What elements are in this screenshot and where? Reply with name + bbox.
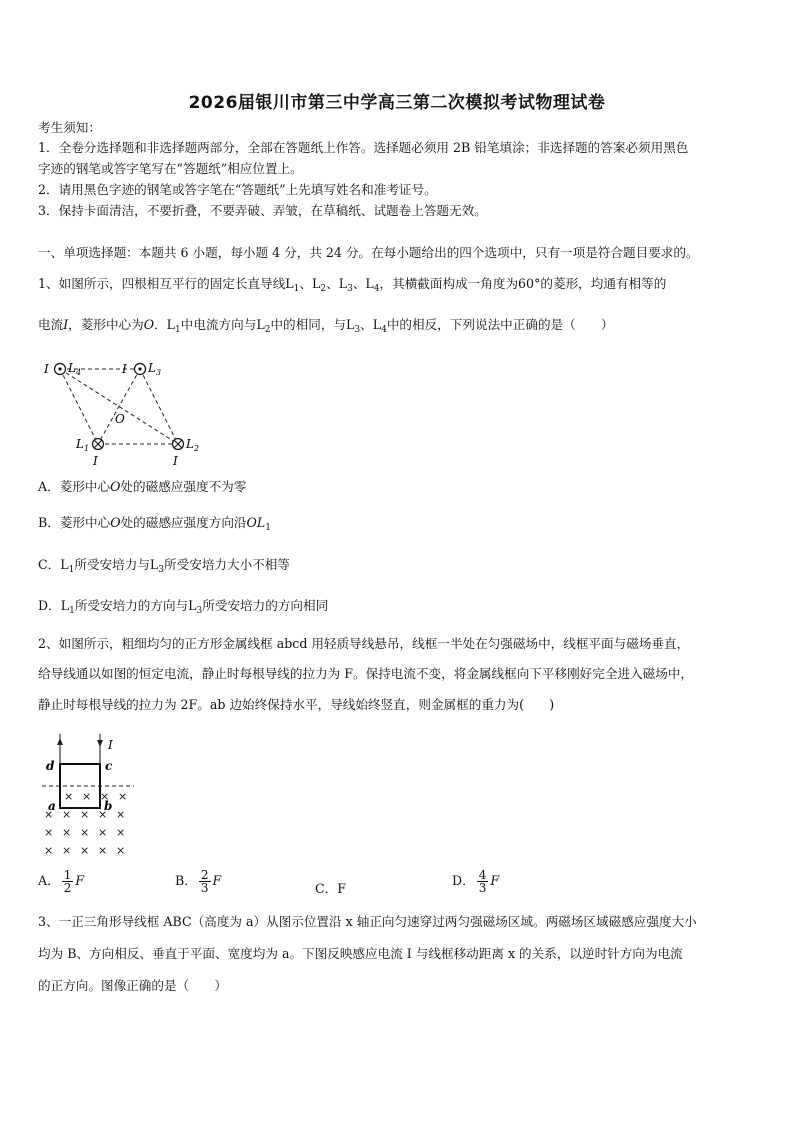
field-cross-icon: ×	[44, 844, 54, 857]
q2-option-d: D． $\frac{4}{3}$ F	[452, 868, 500, 895]
q1-stem-line1: 1、如图所示，四根相互平行的固定长直导线$L_1$、$L_2$、$L_3$、$L_4$，其横截面构成一角度为60°的菱形，均通有相等的	[38, 276, 667, 294]
label-b: b	[104, 799, 113, 813]
q2-stem-line2: 给导线通以如图的恒定电流，静止时每根导线的拉力为 F。保持电流不变，将金属线框向下平移刚好完全进入磁场中，	[38, 666, 694, 681]
notice-item: 2．请用黑色字迹的钢笔或答字笔在“答题纸”上先填写姓名和准考证号。	[38, 182, 437, 197]
label-i: I	[122, 362, 127, 376]
label-current-i: I	[108, 738, 113, 752]
q2-option-b: B． $\frac{2}{3}$ F	[175, 868, 222, 895]
q1-option-b: B．菱形中心O处的磁感应强度方向沿$OL_1$	[38, 515, 271, 533]
field-cross-icon: ×	[98, 826, 108, 839]
q2-wireframe-figure	[38, 730, 138, 862]
label-l2: $L_2$	[186, 437, 200, 453]
label-i: I	[93, 454, 98, 468]
field-cross-icon: ×	[98, 808, 108, 821]
label-d: d	[46, 759, 55, 773]
q1-option-a: A．菱形中心O处的磁感应强度不为零	[38, 479, 247, 494]
field-cross-icon: ×	[116, 808, 126, 821]
section-heading: 一、单项选择题：本题共 6 小题，每小题 4 分，共 24 分。在每小题给出的四个选项中，只有一项是符合题目要求的。	[38, 245, 699, 260]
field-cross-icon: ×	[80, 844, 90, 857]
field-cross-icon: ×	[80, 826, 90, 839]
q1-rhombus-figure	[38, 352, 208, 470]
label-i: I	[44, 362, 49, 376]
arrow-up-icon	[57, 738, 63, 745]
field-cross-icon: ×	[62, 826, 72, 839]
notice-item: 1．全卷分选择题和非选择题两部分，全部在答题纸上作答。选择题必须用 2B 铅笔填涂；非选择题的答案必须用黑色	[38, 140, 689, 155]
wire-l2-in-icon	[173, 439, 184, 450]
q3-stem-line1: 3、一正三角形导线框 ABC（高度为 a）从图示位置沿 x 轴正向匀速穿过两匀强磁场区域。两磁场区域磁感应强度大小	[38, 914, 697, 929]
field-cross-icon: ×	[80, 808, 90, 821]
field-cross-icon: ×	[118, 790, 128, 803]
q2-stem-line1: 2、如图所示，粗细均匀的正方形金属线框 abcd 用轻质导线悬吊，线框一半处在匀强磁场中，线框平面与磁场垂直，	[38, 636, 690, 651]
label-i: I	[173, 454, 178, 468]
q2-option-a: A． $\frac{1}{2}$ F	[38, 868, 85, 895]
label-center-o: O	[115, 412, 125, 426]
field-cross-icon: ×	[44, 826, 54, 839]
field-cross-icon: ×	[116, 844, 126, 857]
field-cross-icon: ×	[82, 790, 92, 803]
field-cross-icon: ×	[62, 808, 72, 821]
label-l4: $L_4$	[68, 361, 82, 377]
field-cross-icon: ×	[100, 790, 110, 803]
field-cross-icon: ×	[62, 844, 72, 857]
field-cross-icon: ×	[98, 844, 108, 857]
notice-item: 3．保持卡面清洁，不要折叠，不要弄破、弄皱，在草稿纸、试题卷上答题无效。	[38, 203, 487, 218]
notice-heading: 考生须知：	[38, 120, 101, 135]
label-l1: $L_1$	[76, 437, 90, 453]
label-a: a	[48, 799, 56, 813]
q3-stem-line2: 均为 B、方向相反、垂直于平面、宽度均为 a。下图反映感应电流 I 与线框移动距离 x 的关系，以逆时针方向为电流	[38, 946, 683, 961]
arrow-down-icon	[97, 740, 103, 747]
wire-l4-out-icon	[55, 364, 66, 375]
page-title: 2026届银川市第三中学高三第二次模拟考试物理试卷	[188, 93, 606, 113]
wire-l1-in-icon	[93, 439, 104, 450]
label-l3: $L_3$	[148, 361, 162, 377]
field-cross-icon: ×	[64, 790, 74, 803]
notice-item: 字迹的钢笔或答字笔写在“答题纸”相应位置上。	[38, 161, 303, 176]
q1-option-d: D．$L_1$所受安培力的方向与$L_3$所受安培力的方向相同	[38, 598, 329, 616]
q1-option-c: C．$L_1$所受安培力与$L_3$所受安培力大小不相等	[38, 557, 290, 575]
q3-stem-line3: 的正方向。图像正确的是（ ）	[38, 978, 227, 993]
q2-stem-line3: 静止时每根导线的拉力为 2F。ab 边始终保持水平，导线始终竖直，则金属框的重力为( )	[38, 697, 555, 712]
label-c: c	[105, 759, 113, 773]
q1-stem-line2: 电流I，菱形中心为O．$L_1$中电流方向与$L_2$中的相同，与$L_3$、$L_4$中的相反，下列说法中正确的是（ ）	[38, 317, 614, 335]
q2-option-c: C．F	[315, 881, 346, 896]
magnetic-field-cross-grid	[44, 790, 127, 857]
wire-l3-out-icon	[135, 364, 146, 375]
field-cross-icon: ×	[116, 826, 126, 839]
field-cross-icon: ×	[44, 808, 54, 821]
